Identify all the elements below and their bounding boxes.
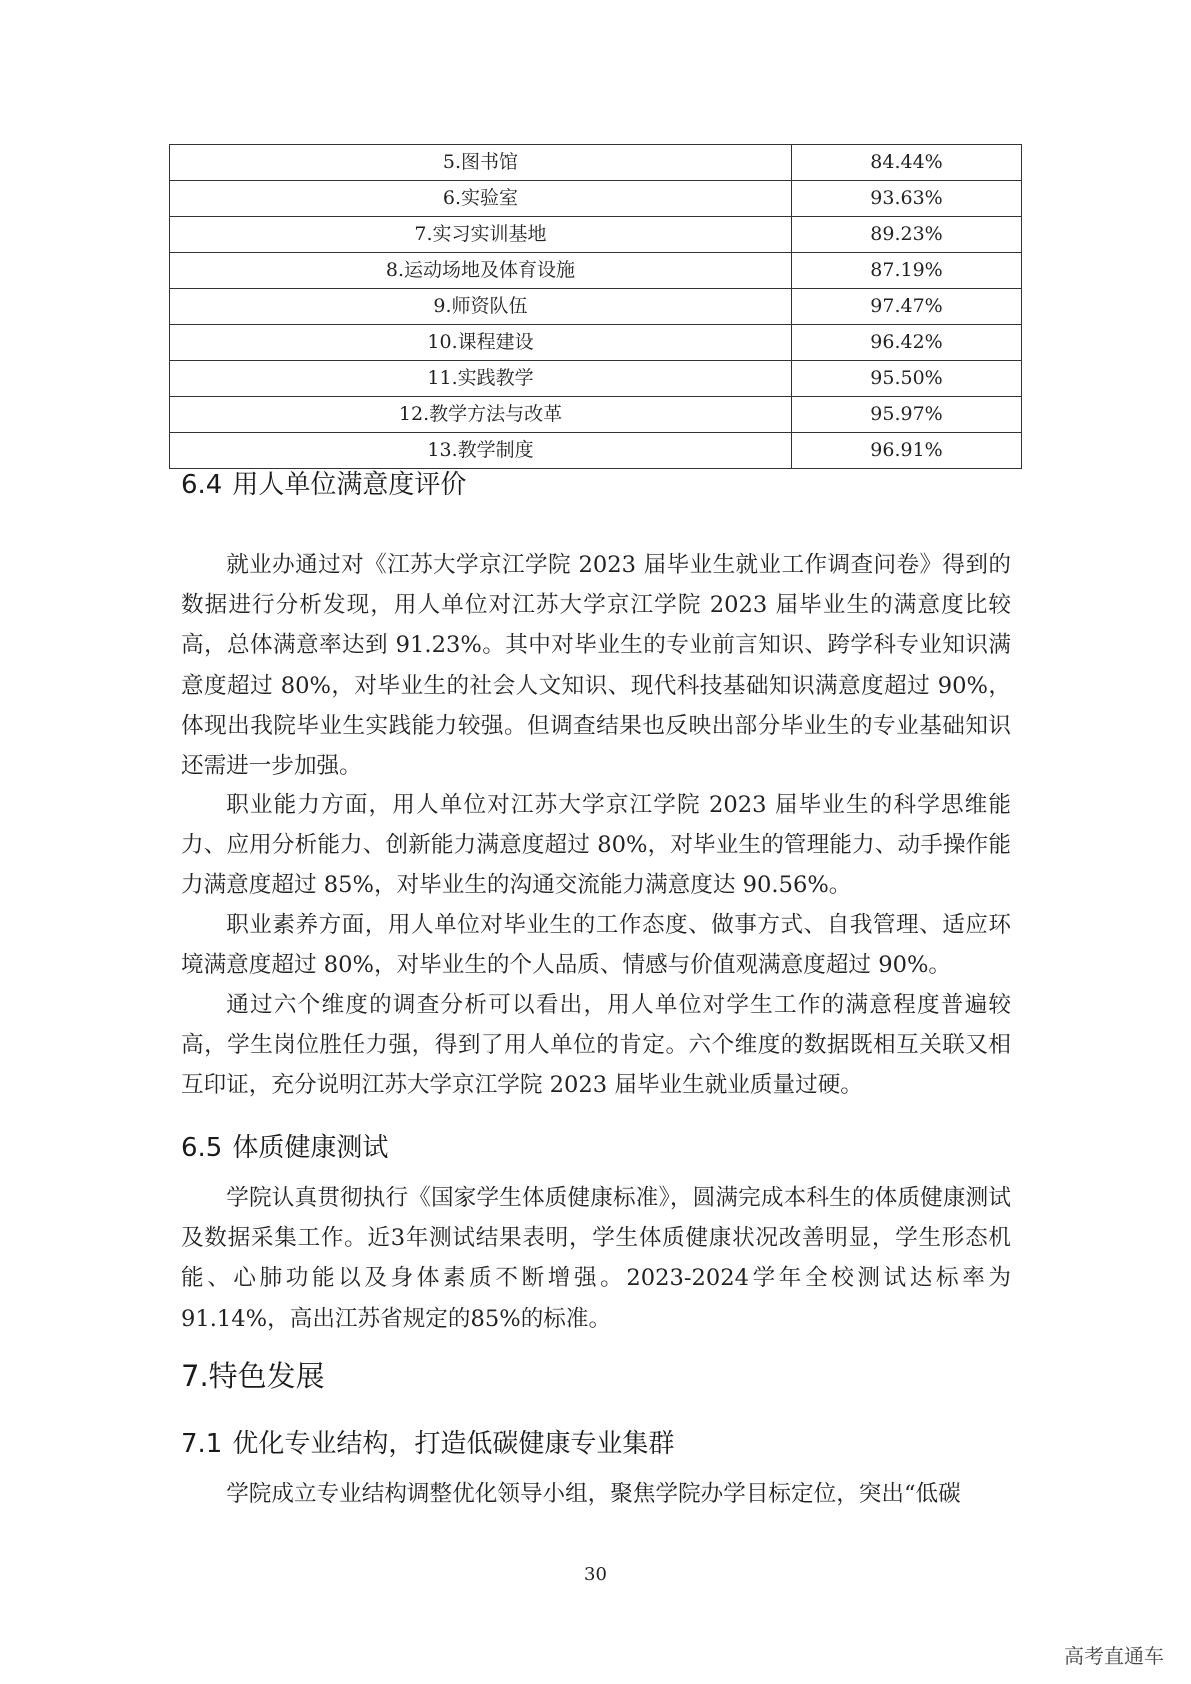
table-cell-rate: 93.63% <box>792 181 1022 217</box>
satisfaction-table-body <box>170 145 1022 469</box>
table-row <box>170 361 1022 397</box>
table-cell-rate: 84.44% <box>792 145 1022 181</box>
section-title: 用人单位满意度评价 <box>232 470 467 500</box>
table-row <box>170 325 1022 361</box>
section-6-5-heading <box>181 1135 388 1161</box>
table-cell-rate: 87.19% <box>792 253 1022 289</box>
paragraph-professional-ability: 职业能力方面，用人单位对江苏大学京江学院 2023 届毕业生的科学思维能力、应用分析能力、创新能力满意度超过 80%，对毕业生的管理能力、动手操作能力满意度超过 85%，对毕业生的沟通交流能力满意度达 90.56%。 <box>181 792 1011 899</box>
table-cell-item: 13.教学制度 <box>170 433 792 469</box>
table-row <box>170 181 1022 217</box>
section-number: 6.5 <box>181 1133 223 1163</box>
table-row <box>170 289 1022 325</box>
table-row <box>170 433 1022 469</box>
section-title: 优化专业结构，打造低碳健康专业集群 <box>232 1429 675 1459</box>
paragraph-major-structure: 学院成立专业结构调整优化领导小组，聚焦学院办学目标定位，突出“低碳 <box>226 1481 961 1507</box>
paragraph-professional-quality: 职业素养方面，用人单位对毕业生的工作态度、做事方式、自我管理、适应环境满意度超过 80%，对毕业生的个人品质、情感与价值观满意度超过 90%。 <box>181 912 1011 979</box>
table-cell-rate: 96.91% <box>792 433 1022 469</box>
satisfaction-table <box>169 144 1022 469</box>
table-cell-rate: 95.97% <box>792 397 1022 433</box>
section-6-4-heading <box>181 472 466 498</box>
table-cell-item: 10.课程建设 <box>170 325 792 361</box>
table-cell-item: 9.师资队伍 <box>170 289 792 325</box>
section-title: 体质健康测试 <box>232 1133 389 1163</box>
table-cell-item: 7.实习实训基地 <box>170 217 792 253</box>
table-cell-rate: 96.42% <box>792 325 1022 361</box>
table-cell-item: 12.教学方法与改革 <box>170 397 792 433</box>
table-cell-rate: 97.47% <box>792 289 1022 325</box>
section-number: 7.1 <box>181 1429 223 1459</box>
chapter-7-heading: 7.特色发展 <box>181 1359 325 1393</box>
paragraph-physical-health: 学院认真贯彻执行《国家学生体质健康标准》，圆满完成本科生的体质健康测试及数据采集工作。近3年测试结果表明，学生体质健康状况改善明显，学生形态机能、心肺功能以及身体素质不断增强。2023-2024学年全校测试达标率为 91.14%，高出江苏省规定的85%的标准。 <box>181 1185 1011 1332</box>
table-cell-item: 6.实验室 <box>170 181 792 217</box>
table-row <box>170 253 1022 289</box>
table-cell-rate: 95.50% <box>792 361 1022 397</box>
section-number: 6.4 <box>181 470 223 500</box>
table-cell-item: 5.图书馆 <box>170 145 792 181</box>
table-cell-item: 8.运动场地及体育设施 <box>170 253 792 289</box>
table-row <box>170 217 1022 253</box>
watermark: 高考直通车 <box>1064 1644 1164 1668</box>
page-number: 30 <box>584 1564 607 1585</box>
paragraph-six-dimensions: 通过六个维度的调查分析可以看出，用人单位对学生工作的满意程度普遍较高，学生岗位胜任力强，得到了用人单位的肯定。六个维度的数据既相互关联又相互印证，充分说明江苏大学京江学院 2023 届毕业生就业质量过硬。 <box>181 992 1011 1099</box>
table-row <box>170 397 1022 433</box>
table-row <box>170 145 1022 181</box>
paragraph-employer-survey: 就业办通过对《江苏大学京江学院 2023 届毕业生就业工作调查问卷》得到的数据进行分析发现，用人单位对江苏大学京江学院 2023 届毕业生的满意度比较高，总体满意率达到 91.23%。其中对毕业生的专业前言知识、跨学科专业知识满意度超过 80%，对毕业生的社会人文知识、现代科技基础知识满意度超过 90%，体现出我院毕业生实践能力较强。但调查结果也反映出部分毕业生的专业基础知识还需进一步加强。 <box>181 552 1011 780</box>
table-cell-item: 11.实践教学 <box>170 361 792 397</box>
table-cell-rate: 89.23% <box>792 217 1022 253</box>
section-7-1-heading <box>181 1431 674 1457</box>
